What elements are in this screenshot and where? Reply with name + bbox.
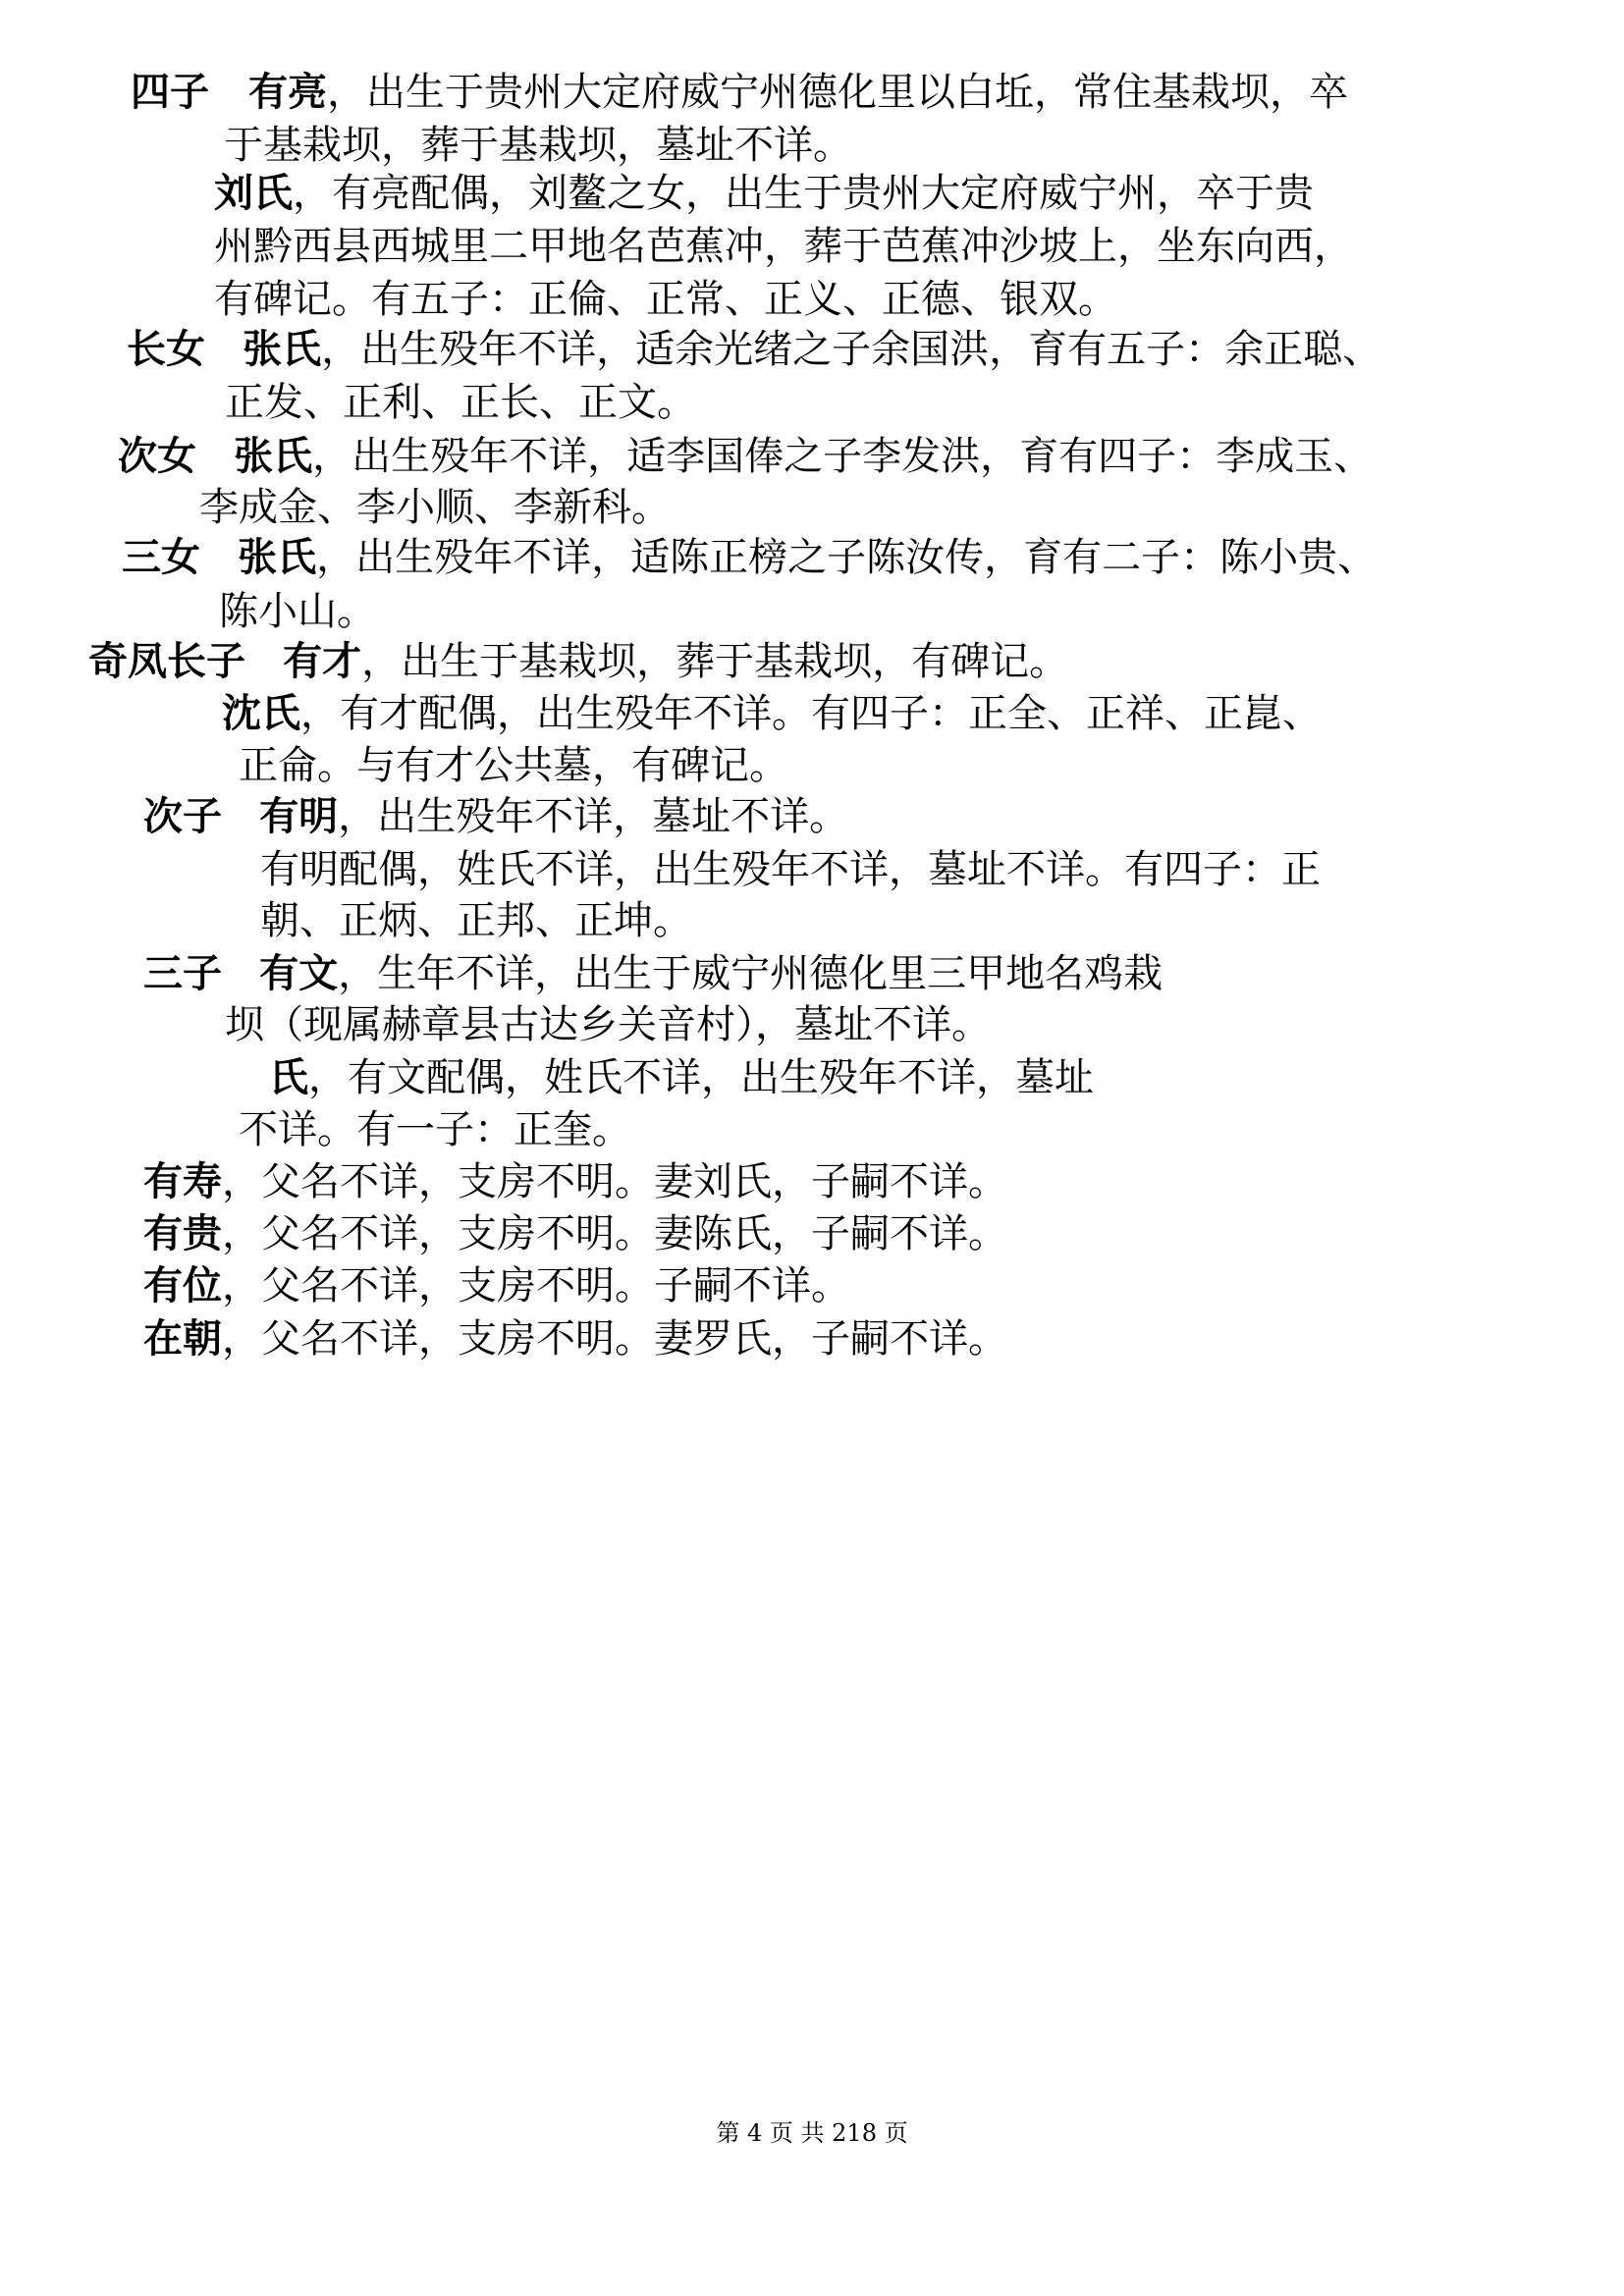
entry-line	[143, 1260, 850, 1311]
entry-name: 张氏	[243, 327, 322, 372]
entry-text: ，出生殁年不详，墓址不详。	[338, 794, 849, 839]
entry-name: 张氏	[234, 434, 313, 479]
entry-text: 不详。有一子：正奎。	[239, 1107, 631, 1152]
entry-name: 有明	[259, 794, 339, 839]
entry-name: 氏	[269, 1055, 308, 1100]
entry-text: 有明配偶，姓氏不详，出生殁年不详，墓址不详。有四子：正	[260, 847, 1321, 892]
entry-line	[131, 67, 1348, 118]
entry-line	[214, 274, 1117, 325]
entry-text: ，出生于贵州大定府威宁州德化里以白坵，常住基栽坝，卒	[327, 70, 1348, 115]
entry-text: ，有文配偶，姓氏不详，出生殁年不详，墓址	[308, 1055, 1094, 1100]
page-footer: 第 4 页 共 218 页	[716, 2119, 908, 2147]
entry-text: 正发、正利、正长、正文。	[225, 380, 696, 425]
entry-line	[214, 168, 1314, 219]
entry-text: ，出生殁年不详，适余光绪之子余国洪，育有五子：余正聪、	[321, 327, 1382, 372]
entry-line	[239, 740, 788, 791]
entry-text: ，出生殁年不详，适李国俸之子李发洪，育有四子：李成玉、	[312, 434, 1374, 479]
entry-label: 奇凤长子	[88, 639, 245, 684]
entry-label: 次子	[143, 794, 222, 839]
entry-text: 有碑记。有五子：正倫、正常、正义、正德、银双。	[214, 277, 1117, 322]
entry-line	[122, 532, 1377, 583]
entry-line	[260, 844, 1321, 895]
entry-line	[224, 120, 852, 171]
entry-line	[269, 1052, 1094, 1103]
entry-label: 四子	[131, 70, 209, 115]
entry-line	[127, 324, 1381, 375]
entry-line	[118, 431, 1373, 482]
entry-line	[222, 688, 1322, 739]
entry-text: ，有才配偶，出生殁年不详。有四子：正全、正祥、正崑、	[300, 691, 1322, 736]
entry-name: 有寿	[143, 1159, 222, 1204]
entry-text: ，出生于基栽坝，葬于基栽坝，有碑记。	[361, 639, 1069, 684]
entry-name: 有才	[283, 639, 362, 684]
entry-line	[214, 221, 1353, 272]
entry-text: ，父名不详，支房不明。妻刘氏，子嗣不详。	[222, 1159, 1007, 1204]
entry-line	[143, 948, 1163, 999]
entry-text: ，父名不详，支房不明。妻陈氏，子嗣不详。	[222, 1211, 1007, 1256]
entry-name: 沈氏	[222, 691, 300, 736]
entry-name: 有贵	[143, 1211, 222, 1256]
entry-line	[143, 1156, 1007, 1207]
entry-text: 李成金、李小顺、李新科。	[199, 485, 671, 530]
entry-text: ，有亮配偶，刘鳌之女，出生于贵州大定府威宁州，卒于贵	[293, 171, 1314, 216]
entry-line	[219, 586, 376, 637]
entry-text: 朝、正炳、正邦、正坤。	[260, 898, 692, 943]
entry-line	[239, 1104, 631, 1155]
entry-line	[199, 482, 671, 533]
entry-text: 陈小山。	[219, 589, 376, 634]
entry-text: 于基栽坝，葬于基栽坝，墓址不详。	[224, 123, 852, 168]
entry-text: 坝（现属赫章县古达乡关音村），墓址不详。	[225, 1002, 991, 1047]
entry-name: 有亮	[248, 70, 327, 115]
entry-name: 有位	[143, 1263, 222, 1308]
entry-name: 刘氏	[214, 171, 293, 216]
entry-line	[260, 895, 692, 946]
entry-text: ，父名不详，支房不明。妻罗氏，子嗣不详。	[222, 1316, 1007, 1362]
entry-label: 长女	[127, 327, 205, 372]
entry-label: 三女	[122, 535, 200, 580]
entry-name: 在朝	[143, 1316, 222, 1362]
entry-text: ，父名不详，支房不明。子嗣不详。	[222, 1263, 850, 1308]
entry-text: ，出生殁年不详，适陈正榜之子陈汝传，育有二子：陈小贵、	[316, 535, 1378, 580]
entry-label: 次女	[118, 434, 196, 479]
entry-label: 三子	[143, 951, 222, 996]
entry-text: ，生年不详，出生于威宁州德化里三甲地名鸡栽	[338, 951, 1164, 996]
entry-name: 有文	[259, 951, 339, 996]
entry-line	[143, 1208, 1007, 1259]
entry-name: 张氏	[238, 535, 317, 580]
entry-text: 正侖。与有才公共墓，有碑记。	[239, 743, 788, 788]
entry-line	[143, 791, 848, 842]
entry-text: 州黔西县西城里二甲地名芭蕉冲，葬于芭蕉冲沙坡上，坐东向西，	[214, 224, 1353, 269]
entry-line	[88, 636, 1068, 687]
entry-line	[143, 1313, 1007, 1364]
entry-line	[225, 999, 991, 1050]
entry-line	[225, 377, 696, 428]
